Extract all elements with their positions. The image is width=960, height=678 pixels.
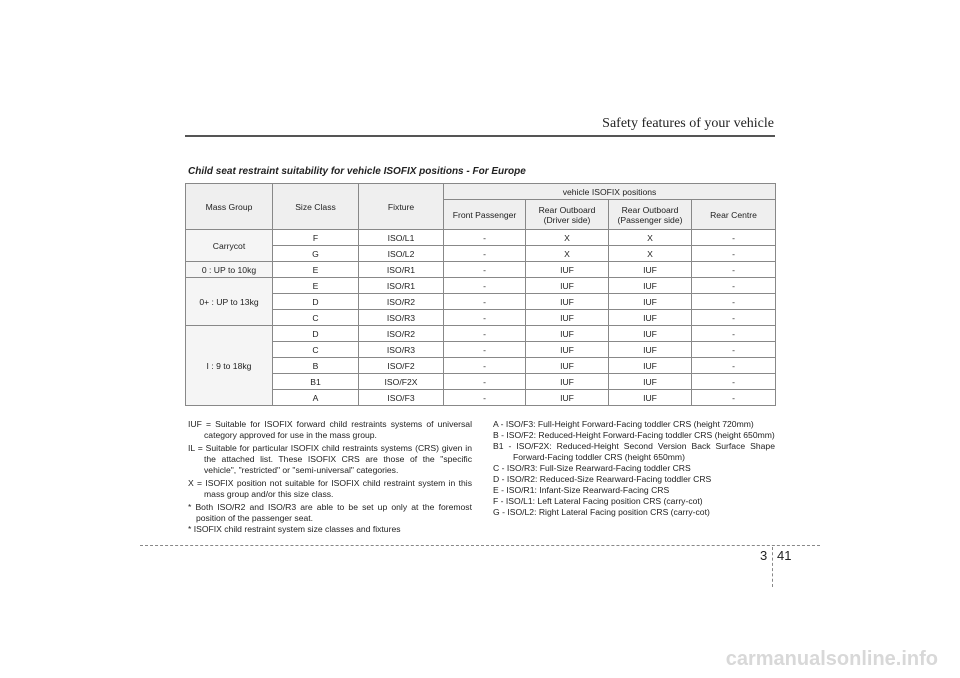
rear-outboard-driver-cell: IUF xyxy=(526,278,609,294)
rear-outboard-passenger-cell: IUF xyxy=(609,294,692,310)
table-row xyxy=(186,246,776,262)
mass-group-cell: I : 9 to 18kg xyxy=(186,326,273,406)
size-class-cell: D xyxy=(273,294,359,310)
fixture-cell: ISO/R1 xyxy=(359,278,444,294)
rear-outboard-passenger-cell: X xyxy=(609,230,692,246)
watermark: carmanualsonline.info xyxy=(725,648,938,670)
legend-b: B - ISO/F2: Reduced-Height Forward-Facing toddler CRS (height 650mm) xyxy=(493,430,775,440)
legend-d: D - ISO/R2: Reduced-Size Rearward-Facing toddler CRS xyxy=(493,474,712,484)
rear-outboard-passenger-cell: IUF xyxy=(609,390,692,406)
rear-centre-cell: - xyxy=(692,358,776,374)
size-class-cell: D xyxy=(273,326,359,342)
rear-centre-cell: - xyxy=(692,230,776,246)
front-passenger-cell: - xyxy=(444,278,526,294)
fixture-cell: ISO/R2 xyxy=(359,294,444,310)
front-passenger-cell: - xyxy=(444,326,526,342)
rear-outboard-passenger-cell: IUF xyxy=(609,310,692,326)
footer-rule xyxy=(140,545,820,546)
rear-outboard-passenger-cell: IUF xyxy=(609,262,692,278)
rear-centre-cell: - xyxy=(692,342,776,358)
page-number: 41 xyxy=(777,548,792,563)
front-passenger-cell: - xyxy=(444,390,526,406)
size-class-cell: F xyxy=(273,230,359,246)
table-title: Child seat restraint suitability for vehicle ISOFIX positions - For Europe xyxy=(188,166,526,177)
size-class-cell: G xyxy=(273,246,359,262)
header-mass-group: Mass Group xyxy=(186,184,273,230)
mass-group-cell: Carrycot xyxy=(186,230,273,262)
front-passenger-cell: - xyxy=(444,342,526,358)
fixture-cell: ISO/F3 xyxy=(359,390,444,406)
rear-outboard-driver-cell: IUF xyxy=(526,262,609,278)
page-divider xyxy=(772,547,773,587)
header-size-class: Size Class xyxy=(273,184,359,230)
rear-outboard-passenger-cell: X xyxy=(609,246,692,262)
section-title: Safety features of your vehicle xyxy=(602,116,774,131)
front-passenger-cell: - xyxy=(444,294,526,310)
size-class-cell: C xyxy=(273,342,359,358)
size-class-cell: B xyxy=(273,358,359,374)
header-fixture: Fixture xyxy=(359,184,444,230)
notes-left xyxy=(188,419,472,535)
legend-a: A - ISO/F3: Full-Height Forward-Facing toddler CRS (height 720mm) xyxy=(493,419,754,429)
rear-centre-cell: - xyxy=(692,390,776,406)
rear-outboard-driver-cell: IUF xyxy=(526,390,609,406)
header-front-passenger: Front Passenger xyxy=(444,200,526,230)
rear-centre-cell: - xyxy=(692,326,776,342)
fixture-cell: ISO/L1 xyxy=(359,230,444,246)
rear-outboard-passenger-cell: IUF xyxy=(609,358,692,374)
legend-e: E - ISO/R1: Infant-Size Rearward-Facing CRS xyxy=(493,485,670,495)
rear-outboard-driver-cell: IUF xyxy=(526,342,609,358)
notes-right xyxy=(493,419,775,518)
table-row xyxy=(186,262,776,278)
fixture-cell: ISO/R3 xyxy=(359,310,444,326)
rear-outboard-driver-cell: IUF xyxy=(526,310,609,326)
rear-outboard-passenger-cell: IUF xyxy=(609,278,692,294)
rear-outboard-passenger-cell: IUF xyxy=(609,326,692,342)
header-rear-centre: Rear Centre xyxy=(692,200,776,230)
rear-centre-cell: - xyxy=(692,278,776,294)
table-row xyxy=(186,230,776,246)
size-class-cell: B1 xyxy=(273,374,359,390)
rear-centre-cell: - xyxy=(692,374,776,390)
legend-f: F - ISO/L1: Left Lateral Facing position CRS (carry-cot) xyxy=(493,496,703,506)
rear-outboard-driver-cell: IUF xyxy=(526,358,609,374)
table-row xyxy=(186,310,776,326)
size-class-cell: E xyxy=(273,262,359,278)
fixture-cell: ISO/F2 xyxy=(359,358,444,374)
header-rear-outboard-driver: Rear Outboard (Driver side) xyxy=(526,200,609,230)
isofix-suitability-table xyxy=(185,183,776,406)
mass-group-cell: 0 : UP to 10kg xyxy=(186,262,273,278)
legend-c: C - ISO/R3: Full-Size Rearward-Facing toddler CRS xyxy=(493,463,691,473)
rear-centre-cell: - xyxy=(692,310,776,326)
rear-outboard-passenger-cell: IUF xyxy=(609,374,692,390)
front-passenger-cell: - xyxy=(444,246,526,262)
note-iuf: IUF = Suitable for ISOFIX forward child restraints systems of universal category approved for use in the mass group. xyxy=(188,419,472,440)
legend-g: G - ISO/L2: Right Lateral Facing position CRS (carry-cot) xyxy=(493,507,710,517)
rear-outboard-driver-cell: IUF xyxy=(526,326,609,342)
size-class-cell: C xyxy=(273,310,359,326)
note-r2-r3: * Both ISO/R2 and ISO/R3 are able to be set up only at the foremost position of the passenger seat. xyxy=(188,502,472,523)
table-row xyxy=(186,358,776,374)
front-passenger-cell: - xyxy=(444,358,526,374)
rear-outboard-driver-cell: IUF xyxy=(526,294,609,310)
table-row xyxy=(186,374,776,390)
legend-b1: B1 - ISO/F2X: Reduced-Height Second Version Back Surface Shape Forward-Facing toddler CRS (height 650mm) xyxy=(493,441,775,462)
table-row xyxy=(186,390,776,406)
rear-centre-cell: - xyxy=(692,294,776,310)
rear-centre-cell: - xyxy=(692,262,776,278)
header-rule xyxy=(185,135,775,137)
fixture-cell: ISO/F2X xyxy=(359,374,444,390)
front-passenger-cell: - xyxy=(444,262,526,278)
table-row xyxy=(186,294,776,310)
rear-outboard-driver-cell: X xyxy=(526,246,609,262)
fixture-cell: ISO/R2 xyxy=(359,326,444,342)
note-x: X = ISOFIX position not suitable for ISOFIX child restraint system in this mass group and/or this size class. xyxy=(188,478,472,499)
note-il: IL = Suitable for particular ISOFIX child restraints systems (CRS) given in the attached list. These ISOFIX CRS are those of the "specific vehicle", "restricted" or "semi-universal" categories. xyxy=(188,443,472,475)
fixture-cell: ISO/R1 xyxy=(359,262,444,278)
front-passenger-cell: - xyxy=(444,310,526,326)
fixture-cell: ISO/L2 xyxy=(359,246,444,262)
header-isofix-positions: vehicle ISOFIX positions xyxy=(444,184,776,200)
header-rear-outboard-passenger: Rear Outboard (Passenger side) xyxy=(609,200,692,230)
rear-outboard-driver-cell: X xyxy=(526,230,609,246)
table-row xyxy=(186,278,776,294)
note-size-classes: * ISOFIX child restraint system size classes and fixtures xyxy=(188,524,401,534)
table-body xyxy=(186,230,776,406)
front-passenger-cell: - xyxy=(444,374,526,390)
size-class-cell: A xyxy=(273,390,359,406)
mass-group-cell: 0+ : UP to 13kg xyxy=(186,278,273,326)
rear-outboard-driver-cell: IUF xyxy=(526,374,609,390)
size-class-cell: E xyxy=(273,278,359,294)
front-passenger-cell: - xyxy=(444,230,526,246)
rear-outboard-passenger-cell: IUF xyxy=(609,342,692,358)
fixture-cell: ISO/R3 xyxy=(359,342,444,358)
chapter-number: 3 xyxy=(760,548,768,563)
rear-centre-cell: - xyxy=(692,246,776,262)
table-row xyxy=(186,342,776,358)
table-row xyxy=(186,326,776,342)
